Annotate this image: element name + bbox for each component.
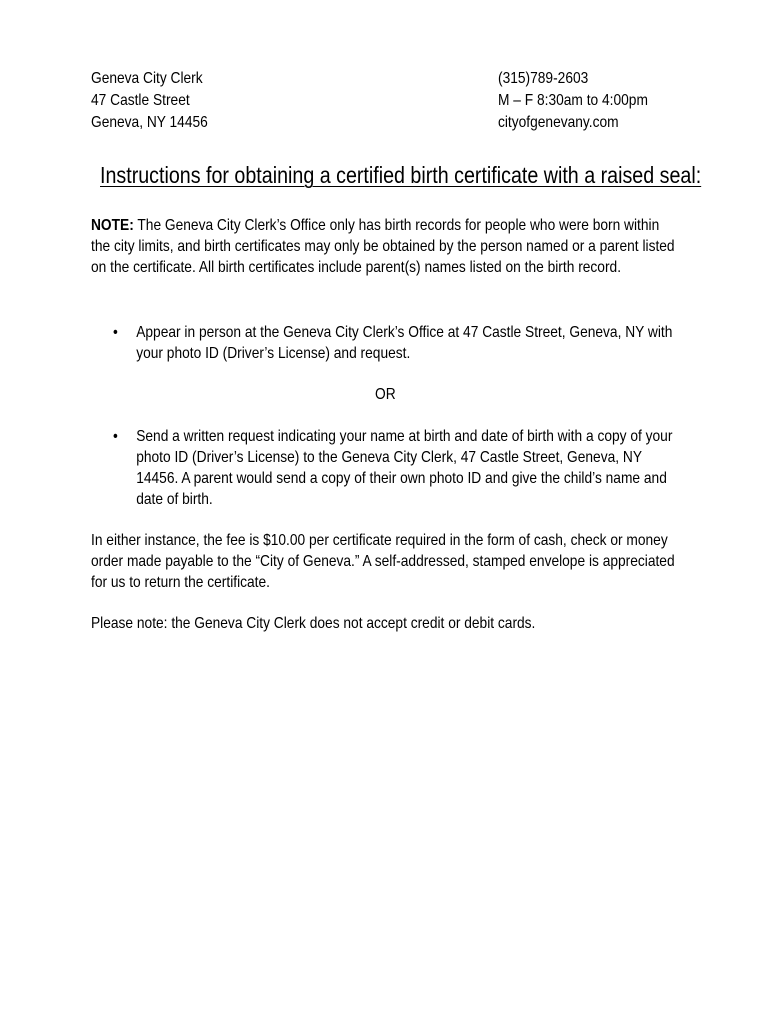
city-state-zip: Geneva, NY 14456 (91, 114, 208, 131)
street-address: 47 Castle Street (91, 92, 190, 109)
bullet-icon: • (113, 324, 118, 341)
note-paragraph (91, 215, 678, 278)
office-name: Geneva City Clerk (91, 70, 203, 87)
bullet-icon: • (113, 428, 118, 445)
website: cityofgenevany.com (498, 114, 619, 131)
phone-number: (315)789-2603 (498, 70, 589, 87)
note-label: NOTE: (91, 217, 134, 234)
list-item-text: Appear in person at the Geneva City Clerk’s Office at 47 Castle Street, Geneva, NY with your photo ID (Driver’s License) and request. (136, 324, 673, 362)
list-item-text: Send a written request indicating your name at birth and date of birth with a copy of your photo ID (Driver’s License) to the Geneva City Clerk, 47 Castle Street, Geneva, NY 14456. A parent would send a copy of their own photo ID and give the child’s name and date of birth. (136, 428, 673, 508)
note-text: The Geneva City Clerk’s Office only has birth records for people who were born within the city limits, and birth certificates may only be obtained by the person named or a parent listed on the certificate. All birth certificates include parent(s) names listed on the birth record. (91, 217, 675, 276)
or-separator: OR (375, 386, 396, 403)
page-title: Instructions for obtaining a certified birth certificate with a raised seal: (100, 162, 702, 188)
fee-paragraph: In either instance, the fee is $10.00 per certificate required in the form of cash, check or money order made payable to the “City of Geneva.” A self-addressed, stamped envelope is appreciated for us to return the certificate. (91, 532, 675, 591)
payment-note: Please note: the Geneva City Clerk does not accept credit or debit cards. (91, 615, 536, 632)
contact-info-block (498, 68, 648, 134)
clerk-address-block (91, 68, 208, 134)
office-hours: M – F 8:30am to 4:00pm (498, 92, 648, 109)
